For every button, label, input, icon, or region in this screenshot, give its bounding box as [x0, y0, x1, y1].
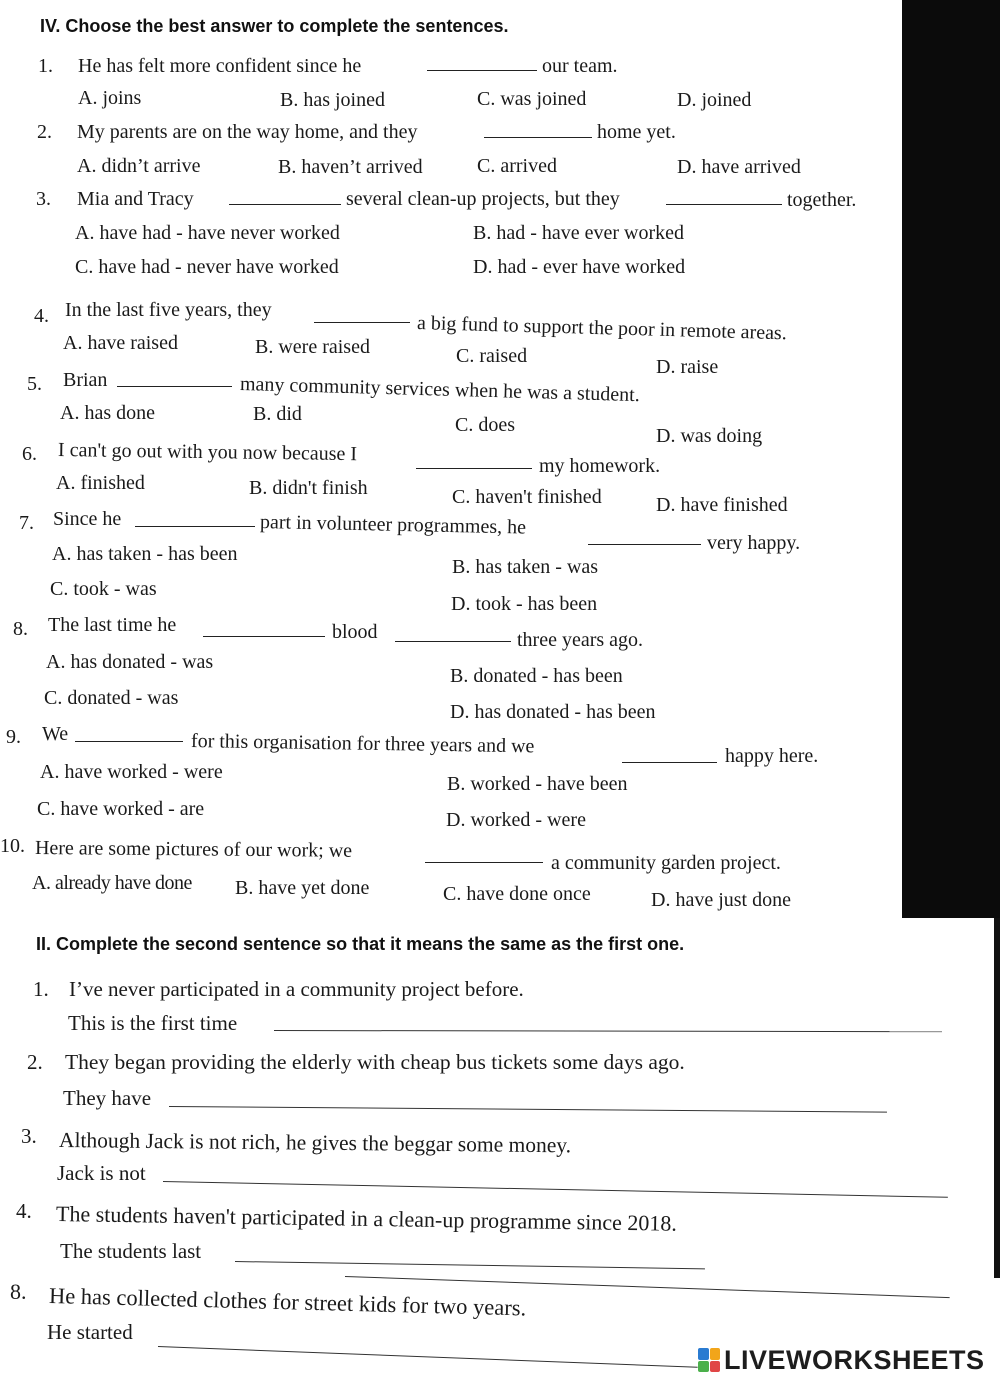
option-b[interactable]: B. has joined	[280, 89, 385, 111]
option-a[interactable]: A. has taken - has been	[52, 543, 238, 565]
option-d[interactable]: D. have finished	[656, 494, 788, 516]
option-c[interactable]: C. haven't finished	[452, 486, 602, 508]
option-d[interactable]: D. have just done	[651, 889, 791, 911]
item-number: 3.	[21, 1124, 37, 1148]
option-c[interactable]: C. does	[455, 414, 515, 436]
answer-blank[interactable]	[229, 204, 341, 205]
option-d[interactable]: D. took - has been	[451, 593, 598, 615]
option-d[interactable]: D. have arrived	[677, 156, 801, 178]
answer-blank[interactable]	[135, 526, 255, 527]
scan-black-margin	[902, 0, 1000, 918]
item-number: 2.	[27, 1050, 43, 1074]
item-sentence: They began providing the elderly with cheap bus tickets some days ago.	[65, 1050, 685, 1074]
question-stem: for this organisation for three years and we	[190, 730, 535, 758]
liveworksheets-logo-icon	[698, 1348, 720, 1372]
question-stem: home yet.	[597, 121, 676, 143]
question-stem: my homework.	[539, 455, 661, 477]
option-a[interactable]: A. have worked - were	[40, 761, 223, 783]
question-number: 7.	[19, 512, 34, 534]
question-stem: three years ago.	[517, 629, 644, 651]
question-number: 4.	[34, 305, 49, 327]
option-c[interactable]: C. arrived	[477, 155, 557, 177]
section-2-title: II. Complete the second sentence so that it means the same as the first one.	[36, 934, 685, 954]
answer-line[interactable]	[235, 1261, 705, 1269]
answer-line[interactable]	[163, 1181, 948, 1198]
item-sentence: Although Jack is not rich, he gives the beggar some money.	[58, 1128, 572, 1158]
question-stem: Here are some pictures of our work; we	[34, 837, 353, 862]
answer-line[interactable]	[169, 1106, 887, 1113]
option-a[interactable]: A. have raised	[63, 332, 178, 354]
answer-blank[interactable]	[427, 70, 537, 71]
item-prompt: The students last	[60, 1239, 202, 1263]
question-stem: a big fund to support the poor in remote areas.	[416, 312, 788, 345]
option-a[interactable]: A. has donated - was	[46, 651, 214, 673]
item-prompt: This is the first time	[68, 1011, 238, 1035]
question-stem: several clean-up projects, but they	[346, 188, 620, 210]
option-a[interactable]: A. has done	[60, 402, 155, 424]
option-b[interactable]: B. were raised	[255, 336, 370, 358]
question-stem: We	[42, 723, 69, 745]
option-b[interactable]: B. worked - have been	[447, 773, 628, 795]
option-a[interactable]: A. already have done	[32, 872, 192, 894]
option-b[interactable]: B. did	[253, 403, 302, 425]
answer-blank[interactable]	[416, 468, 532, 469]
option-a[interactable]: A. joins	[78, 87, 142, 109]
question-number: 9.	[6, 726, 21, 748]
option-c[interactable]: C. raised	[456, 345, 528, 367]
question-stem: our team.	[542, 55, 618, 77]
logo-text: LIVEWORKSHEETS	[724, 1344, 985, 1375]
answer-blank[interactable]	[425, 862, 543, 863]
question-stem: many community services when he was a student.	[239, 373, 641, 407]
answer-blank[interactable]	[314, 322, 410, 323]
option-b[interactable]: B. haven’t arrived	[278, 156, 423, 178]
question-stem: happy here.	[725, 745, 819, 767]
question-stem: together.	[787, 189, 857, 211]
option-d[interactable]: D. raise	[656, 356, 719, 378]
answer-blank[interactable]	[588, 544, 701, 545]
question-stem: The last time he	[48, 614, 177, 636]
scan-black-margin-lower	[994, 918, 1000, 1278]
section-4-title: IV. Choose the best answer to complete the sentences.	[40, 16, 509, 36]
option-c[interactable]: C. have worked - are	[37, 798, 205, 820]
question-number: 3.	[36, 188, 51, 210]
question-stem: My parents are on the way home, and they	[77, 121, 418, 143]
question-stem: blood	[332, 621, 378, 643]
option-c[interactable]: C. took - was	[50, 578, 157, 600]
question-stem: Since he	[53, 508, 122, 530]
option-c[interactable]: C. have had - never have worked	[75, 256, 339, 278]
answer-blank[interactable]	[203, 636, 325, 637]
option-b[interactable]: B. has taken - was	[452, 556, 599, 578]
question-stem: He has felt more confident since he	[78, 55, 362, 77]
item-prompt: He started	[47, 1320, 133, 1344]
question-stem: a community garden project.	[551, 852, 781, 874]
question-number: 2.	[37, 121, 52, 143]
option-b[interactable]: B. donated - has been	[450, 665, 623, 687]
question-number: 8.	[13, 618, 28, 640]
liveworksheets-logo	[698, 1345, 985, 1375]
answer-blank[interactable]	[117, 386, 232, 387]
question-stem: I can't go out with you now because I	[57, 439, 358, 466]
question-number: 1.	[38, 55, 53, 77]
item-prompt: They have	[63, 1086, 152, 1110]
answer-blank[interactable]	[622, 762, 717, 763]
option-a[interactable]: A. didn’t arrive	[77, 155, 201, 177]
option-c[interactable]: C. have done once	[443, 883, 591, 905]
question-stem: Brian	[63, 369, 108, 391]
question-stem: very happy.	[707, 532, 801, 554]
answer-blank[interactable]	[75, 741, 183, 742]
answer-blank[interactable]	[666, 204, 782, 205]
item-number: 1.	[33, 977, 49, 1001]
answer-blank[interactable]	[395, 641, 511, 642]
answer-line[interactable]	[158, 1346, 698, 1368]
option-c[interactable]: C. was joined	[477, 88, 587, 110]
item-prompt: Jack is not	[57, 1161, 146, 1185]
question-stem: Mia and Tracy	[77, 188, 194, 210]
option-d[interactable]: D. worked - were	[446, 809, 586, 831]
option-b[interactable]: B. didn't finish	[249, 477, 368, 499]
question-stem: part in volunteer programmes, he	[259, 511, 527, 539]
item-number: 4.	[16, 1199, 32, 1223]
item-sentence: The students haven't participated in a clean-up programme since 2018.	[55, 1201, 678, 1236]
option-a[interactable]: A. finished	[56, 472, 145, 494]
option-d[interactable]: D. had - ever have worked	[473, 256, 686, 278]
question-stem: In the last five years, they	[65, 299, 272, 321]
answer-blank[interactable]	[484, 137, 592, 138]
option-a[interactable]: A. have had - have never worked	[75, 222, 340, 244]
item-number: 8.	[10, 1279, 27, 1304]
question-number: 10.	[0, 835, 25, 857]
question-number: 5.	[27, 373, 42, 395]
option-c[interactable]: C. donated - was	[44, 687, 179, 709]
answer-line[interactable]	[274, 1030, 942, 1032]
option-b[interactable]: B. had - have ever worked	[473, 222, 685, 244]
option-b[interactable]: B. have yet done	[235, 877, 370, 899]
question-number: 6.	[22, 443, 37, 465]
option-d[interactable]: D. was doing	[656, 425, 763, 447]
item-sentence: I’ve never participated in a community project before.	[69, 977, 524, 1001]
item-sentence: He has collected clothes for street kids for two years.	[48, 1283, 527, 1321]
option-d[interactable]: D. has donated - has been	[450, 701, 656, 723]
option-d[interactable]: D. joined	[677, 89, 752, 111]
